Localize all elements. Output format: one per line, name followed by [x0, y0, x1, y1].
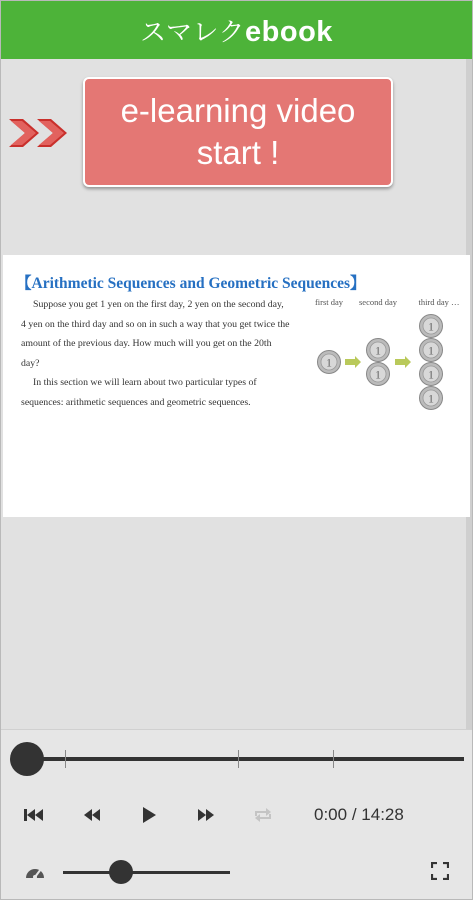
slide-paragraph: Suppose you get 1 yen on the first day, 2 yen on the second day, 4 yen on the third day and so on in such a way that you get twice the amount of the previous day. How much will you get on the 20th day? [21, 299, 290, 369]
day-label-second: second day [358, 297, 398, 307]
svg-text:1: 1 [326, 355, 332, 370]
play-icon[interactable] [135, 802, 161, 828]
time-separator: / [351, 805, 357, 824]
chapter-marker [65, 750, 66, 768]
chapter-marker [333, 750, 334, 768]
repeat-icon[interactable] [250, 802, 276, 828]
svg-text:1: 1 [375, 343, 381, 358]
arrow-icon [345, 356, 361, 368]
svg-text:1: 1 [428, 391, 434, 406]
coin-icon [420, 315, 443, 338]
slide-body [21, 295, 291, 412]
current-time: 0:00 [314, 805, 348, 824]
playback-speed-slider[interactable] [63, 871, 230, 874]
coin-icon [420, 339, 443, 362]
slide-title: 【Arithmetic Sequences and Geometric Sequences】 [16, 275, 366, 292]
coin-doubling-diagram [303, 293, 470, 473]
start-video-button[interactable] [83, 77, 393, 187]
seek-bar[interactable] [27, 757, 464, 761]
seek-handle[interactable] [10, 742, 44, 776]
day-label-first: first day [314, 297, 344, 307]
svg-text:1: 1 [428, 343, 434, 358]
skip-back-icon[interactable] [21, 802, 47, 828]
svg-text:1: 1 [375, 367, 381, 382]
fullscreen-icon[interactable] [431, 862, 449, 880]
brand-logo [140, 12, 333, 49]
time-display [314, 805, 404, 825]
arrow-icon [395, 356, 411, 368]
chapter-marker [238, 750, 239, 768]
coin-icon [420, 363, 443, 386]
fast-forward-icon[interactable] [193, 802, 219, 828]
double-chevron-right-icon [7, 113, 77, 153]
coin-icon [367, 339, 390, 362]
slider-handle[interactable] [109, 860, 133, 884]
rewind-icon[interactable] [79, 802, 105, 828]
brand-ebook: ebook [245, 15, 333, 48]
coin-icon [420, 387, 443, 410]
duration: 14:28 [361, 805, 404, 824]
day-label-third: third day … [418, 297, 460, 307]
coin-icon [318, 351, 341, 374]
svg-text:1: 1 [428, 367, 434, 382]
brand-japanese: スマレク [140, 17, 246, 48]
video-frame-slide[interactable] [3, 255, 470, 517]
svg-text:1: 1 [428, 319, 434, 334]
start-video-line1: e-learning video [120, 92, 356, 129]
start-video-line2: start ! [196, 134, 280, 171]
coin-icon [367, 363, 390, 386]
slide-paragraph: In this section we will learn about two particular types of sequences: arithmetic sequences and geometric sequences. [21, 377, 257, 408]
video-controls [1, 729, 472, 900]
app-header [1, 1, 472, 59]
speedometer-icon[interactable] [23, 862, 47, 882]
